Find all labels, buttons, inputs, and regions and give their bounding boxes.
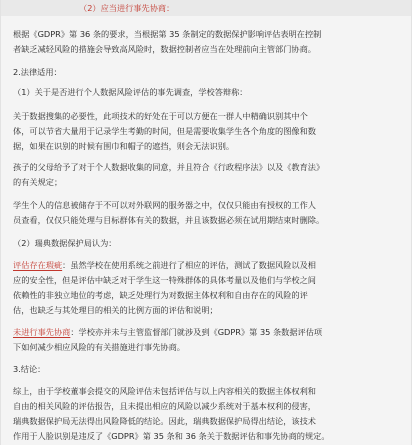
conclusion-paragraph-line: 作用于人脸识别是违反了《GDPR》第 35 条和 36 条关于数据评估和事先协商的规定。	[13, 431, 330, 441]
no-prior-consultation-label: 未进行事先协商	[13, 327, 71, 337]
subsection-heading-authority-opinion: （2）瑞典数据保护局认为：	[13, 238, 117, 248]
parental-consent-paragraph-line: 孩子的父母给予了对于个人数据收集的同意，并且符合《行政程序法》以及《教育法》	[13, 162, 325, 172]
data-storage-paragraph-line: 学生个人的信息被储存于不可以对外联网的服务器之中，仅仅只能由有授权的工作人	[13, 200, 316, 210]
conclusion-paragraph-line: 综上，由于学校董事会提交的风险评估未包括评估与以上内容相关的数据主体权利和	[13, 386, 316, 396]
assessment-flaw-label: 评估存在瑕疵	[13, 260, 63, 270]
no-prior-consultation-paragraph-line	[1, 325, 412, 340]
assessment-flaw-paragraph-line: 依赖性的非独立地位的考虑，缺乏处理行为对数据主体权利和自由存在的风险的评	[13, 290, 308, 300]
gdpr-article-36-paragraph-line: 根据《GDPR》第 36 条的要求，当根据第 35 条制定的数据保护影响评估表明在控制	[13, 29, 322, 39]
assessment-flaw-paragraph-line: 估，也缺乏与其处理目的相关的比例方面的评估和说明；	[13, 305, 218, 315]
no-prior-consultation-text: ：学校亦并未与主管监督部门就涉及到《GDPR》第 35 条数据评估项	[70, 327, 323, 337]
subsection-heading-school-defense: （1）关于是否进行个人数据风险评估的事先调查，学校答辩称：	[13, 87, 248, 97]
necessity-paragraph-line: 体，可以节省大量用于记录学生考勤的时间，但是需要收集学生各个角度的图像和数	[13, 126, 316, 136]
section-heading-conclusion: 3.结论：	[13, 364, 46, 374]
no-prior-consultation-paragraph-line: 下如何减少相应风险的有关措施进行事先协商。	[13, 342, 185, 352]
assessment-flaw-paragraph-line: 应的安全性，但是评估中缺乏对于学生这一特殊群体的具体考量以及他们与学校之间	[13, 275, 316, 285]
section-header-band	[1, 0, 412, 16]
consultation-heading: （2）应当进行事先协商：	[79, 3, 175, 13]
data-storage-paragraph-line: 员查看，仅仅只能处理与目标群体有关的数据，并且该数据必须在试用期结束时删除。	[13, 215, 325, 225]
section-heading-legal-application: 2.法律适用：	[13, 67, 62, 77]
necessity-paragraph-line: 关于数据搜集的必要性，此项技术的好处在于可以方便在一群人中精确识别其中个	[13, 111, 308, 121]
necessity-paragraph-line: 据，如果在识别的时候有围巾和帽子的遮挡，则会无法识别。	[13, 141, 235, 151]
gdpr-article-36-paragraph-line: 者缺乏减轻风险的措施会导致高风险时，数据控制者应当在处理前向主管部门协商。	[13, 44, 316, 54]
conclusion-paragraph-line: 自由的相关风险的评估报告，且未提出相应的风险以减少系统对于基本权利的侵害，	[13, 401, 316, 411]
conclusion-paragraph-line: 瑞典数据保护局无法得出风险降低的结论。因此，瑞典数据保护局得出结论，该技术	[13, 416, 316, 426]
parental-consent-paragraph-line: 的有关规定；	[13, 177, 63, 187]
assessment-flaw-paragraph-line	[1, 258, 412, 273]
assessment-flaw-text: ：虽然学校在使用系统之前进行了相应的评估，测试了数据风险以及相	[62, 260, 316, 270]
